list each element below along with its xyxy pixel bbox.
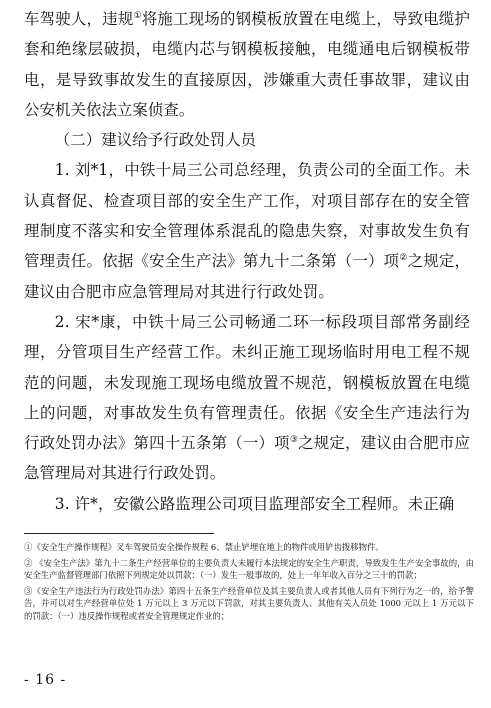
body-text	[24, 4, 470, 519]
continued-paragraph: 车驾驶人，违规①将施工现场的钢模板放置在电缆上，导致电缆护套和绝缘层破损，电缆内芯与钢模板接触，电缆通电后钢模板带电，是导致事故发生的直接原因，涉嫌重大责任事故罪，建议由公安机关依法立案侦查。	[24, 10, 471, 119]
footnote-3: ③《安全生产违法行为行政处罚办法》第四十五条生产经营单位及其主要负责人或者其他人员有下列行为之一的，给予警告，并可以对生产经营单位处 1 万元以上 3 万元以下罚款，对其主要负责人、其他有关人员处 1000 元以上 1 万元以下的罚款：（一）违反操作规程或者安全管理规定作业的；	[24, 585, 474, 621]
page-number: - 16 -	[24, 672, 67, 688]
footnote-ref-2[interactable]: ②	[399, 253, 408, 264]
footnotes	[24, 541, 474, 626]
footnote-2: ② 《安全生产法》第九十二条生产经营单位的主要负责人未履行本法规定的安全生产职责，导致发生生产安全事故的，由安全生产监督管理部门依照下列规定处以罚款：（一）发生一般事故的，处上一年年收入百分之三十的罚款；	[24, 557, 474, 581]
footnote-ref-1[interactable]: ①	[133, 10, 142, 21]
section-heading: （二）建议给予行政处罚人员	[54, 131, 257, 150]
footnote-1: ①《安全生产操作规程》叉车驾驶员安全操作规程 6、禁止铲埋在地上的物件或用铲齿拨移物件。	[24, 542, 384, 552]
footnote-divider	[24, 533, 214, 534]
item-3-paragraph: 3. 许*，安徽公路监理公司项目监理部安全工程师。未正确	[54, 494, 455, 513]
footnote-ref-3[interactable]: ③	[289, 435, 299, 446]
item-1-paragraph: 1. 刘*1，中铁十局三公司总经理，负责公司的全面工作。未认真督促、检查项目部的安全生产工作，对项目部存在的安全管理制度不落实和安全管理体系混乱的隐患失察，对事故发生负有管理责任。依据《安全生产法》第九十二条第（一）项②之规定，建议由合肥市应急管理局对其进行行政处罚。	[24, 161, 471, 301]
item-2-paragraph: 2. 宋*康，中铁十局三公司畅通二环一标段项目部常务副经理，分管项目生产经营工作。未纠正施工现场临时用电工程不规范的问题，未发现施工现场电缆放置不规范，钢模板放置在电缆上的问题，对事故发生负有管理责任。依据《安全生产违法行为行政处罚办法》第四十五条第（一）项③之规定，建议由合肥市应急管理局对其进行行政处罚。	[24, 312, 471, 483]
